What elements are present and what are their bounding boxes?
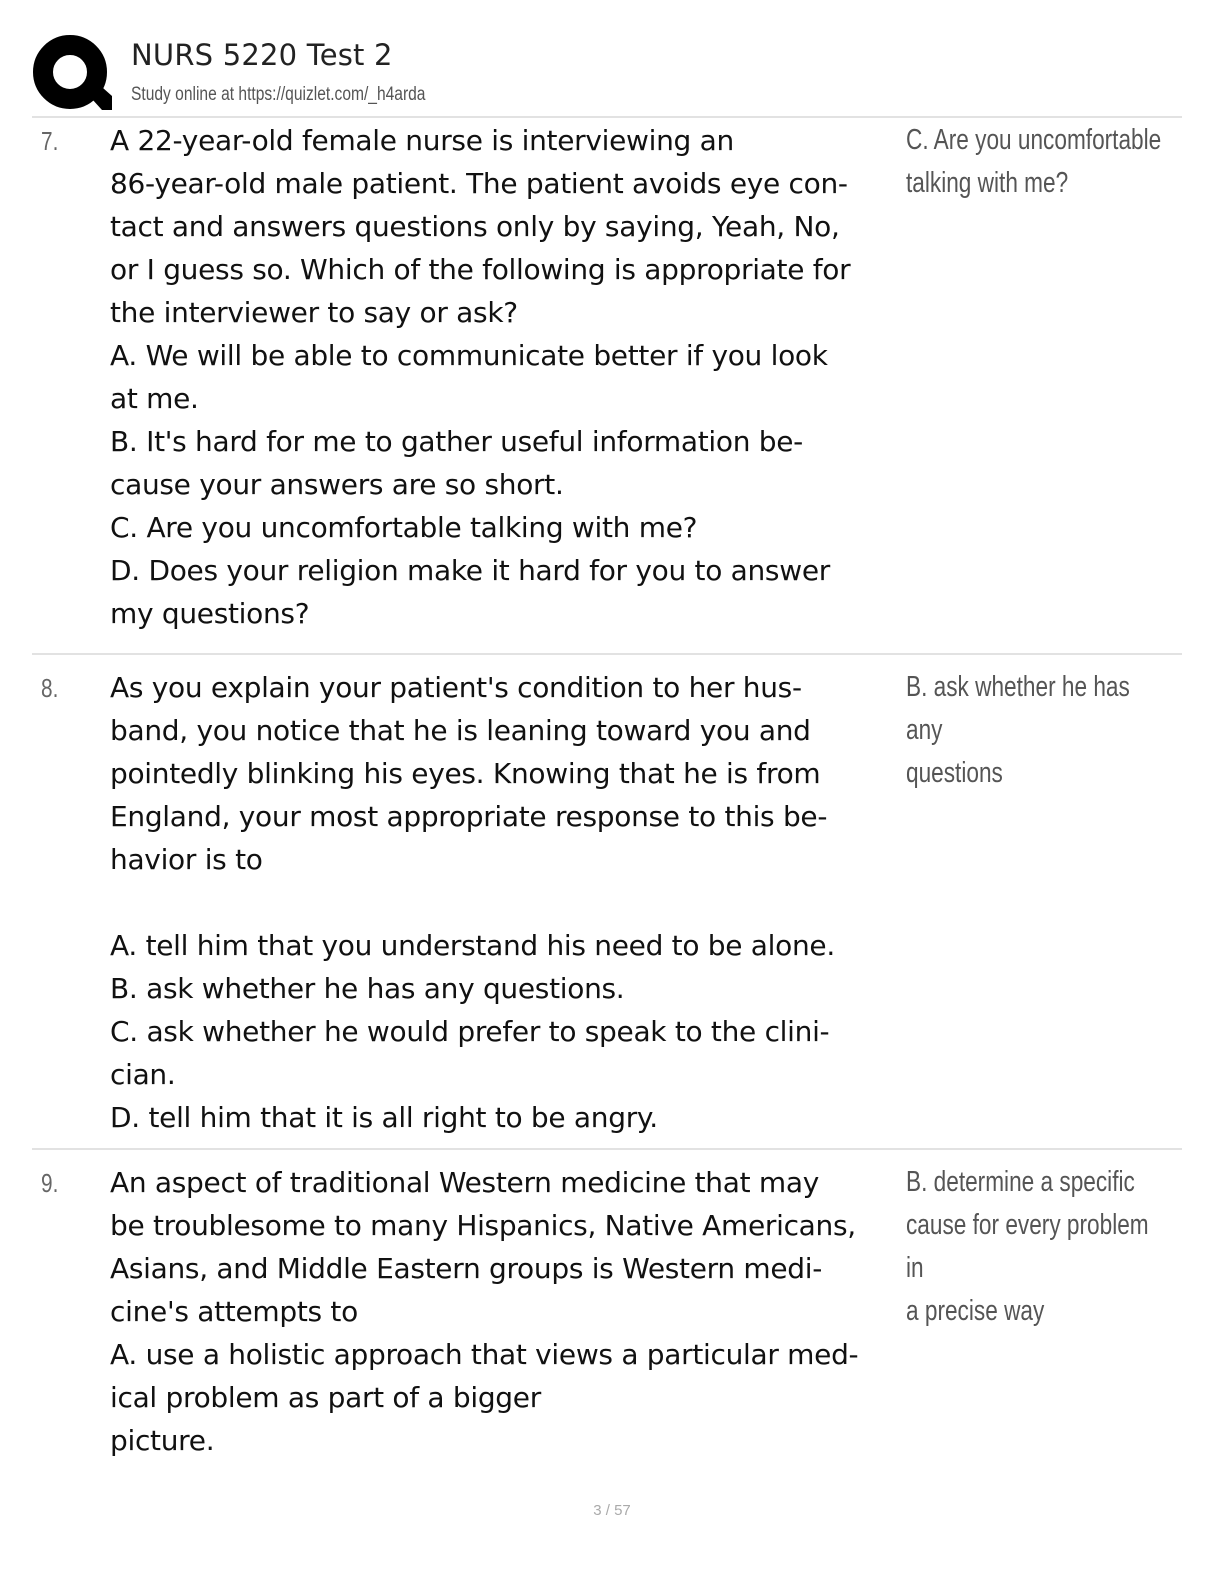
card-answer — [906, 119, 1163, 205]
card-answer-line: B. determine a specific — [906, 1166, 1135, 1198]
document-title: NURS 5220 Test 2 — [131, 38, 393, 72]
card-question: As you explain your patient's condition to her hus- band, you notice that he is leaning toward you and pointedly blinking his eyes. Knowing that he is from England, your most appropriate response to this be- havior is to A. tell him that you understand his need to be alone. B. ask whether he has any questions. C. ask whether he would prefer to speak to the clini- cian. D. tell him that it is all right to be angry. — [110, 671, 835, 1134]
card-number: 8. — [41, 673, 59, 703]
card-answer-line: questions — [906, 757, 1003, 789]
card-answer-line: cause for every problem in — [906, 1209, 1149, 1284]
card-answer-line: B. ask whether he has any — [906, 671, 1130, 746]
card-answer-line: a precise way — [906, 1295, 1045, 1327]
divider — [32, 653, 1182, 655]
card-answer-line: C. Are you uncomfortable — [906, 124, 1162, 156]
card-answer — [906, 666, 1163, 795]
card-question: A 22-year-old female nurse is interviewing an 86-year-old male patient. The patient avoids eye con- tact and answers questions only by saying, Yeah, No, or I guess so. Which of the following is appropriate for the interviewer to say or ask? A. We will be able to communicate better if you look at me. B. It's hard for me to gather useful information be- cause your answers are so short. C. Are you uncomfortable talking with me? D. Does your religion make it hard for you to answer my questions? — [110, 124, 851, 630]
card-number: 7. — [41, 126, 59, 156]
quizlet-logo-icon — [32, 34, 112, 114]
study-online-link-text: Study online at https://quizlet.com/_h4arda — [131, 84, 426, 105]
card-question: An aspect of traditional Western medicine that may be troublesome to many Hispanics, Native Americans, Asians, and Middle Eastern groups is Western medi- cine's attempts to A. use a holistic approach that views a particular med- ical problem as part of a bigger picture. — [110, 1166, 859, 1457]
divider — [32, 116, 1182, 118]
card-answer — [906, 1161, 1163, 1333]
divider — [32, 1148, 1182, 1150]
card-number: 9. — [41, 1168, 59, 1198]
card-answer-line: talking with me? — [906, 167, 1069, 199]
page-number: 3 / 57 — [593, 1502, 631, 1519]
